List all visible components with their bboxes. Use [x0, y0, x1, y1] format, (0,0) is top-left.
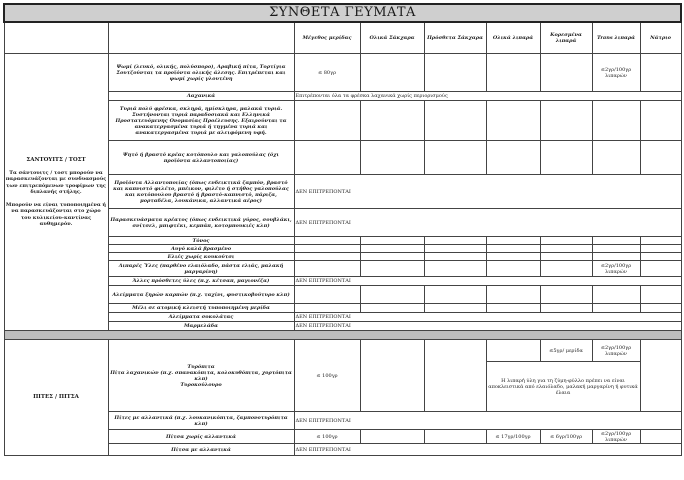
category-sandwich-note2: Μπορούν να είναι τυποποιημένα ή να παρασκευάζονται στο χώρο του κυλικείου-καντίνας αυθημερόν. [5, 201, 107, 227]
row-desc: Άλλες πρόσθετες ύλες (π.χ. κέτσαπ, μαγιονέζα) [108, 277, 294, 286]
row-desc: Αυγό καλά βρασμένο [108, 245, 294, 253]
meat-pies-desc: Πίτες με αλλαντικά (π.χ. λουκανικόπιτα, ζαμπονοτυρόπιτα κλπ) [108, 412, 294, 430]
row-note: Επιτρέπονται όλα τα φρέσκα λαχανικά χωρίς περιορισμούς [294, 92, 681, 101]
header-added-sugars: Πρόσθετα Σάκχαρα [424, 22, 486, 54]
pies-trans: ≤2γρ/100γρ λιπαρών [592, 340, 640, 362]
pies-desc-1: Τυρόπιτα [187, 363, 215, 370]
header-saturated-fat: Κορεσμένα λιπαρά [540, 22, 592, 54]
pizza-meat-desc: Πίτσα με αλλαντικά [108, 444, 294, 456]
header-sodium: Νάτριο [640, 22, 681, 54]
header-portion: Μέγεθος μερίδας [294, 22, 360, 54]
row-desc: Λιπαρές Ύλες (παρθένο ελαιόλαδο, πάστα ελιάς, μαλακή μαργαρίνη) [108, 261, 294, 277]
pizza-portion: ≤ 100γρ [294, 430, 360, 444]
row-note: ΔΕΝ ΕΠΙΤΡΕΠΟΝΤΑΙ [294, 209, 681, 237]
row-desc: Παρασκευάσματα κρέατος (όπως ενδεικτικά γύρος, σουβλάκι, σνίτσελ, μπιφτέκι, κεμπάπ, κοτομπουκιές κλπ) [108, 209, 294, 237]
table-title: ΣΥΝΘΕΤΑ ΓΕΥΜΑΤΑ [4, 4, 681, 22]
composite-meals-table [3, 3, 682, 456]
header-total-sugars: Ολικά Σάκχαρα [360, 22, 424, 54]
row-desc: Αλείμματα ξηρών καρπών (π.χ. ταχίνι, φυστικοβούτυρο κλπ) [108, 286, 294, 304]
row-desc: Μέλι σε ατομική κλειστή τυποποιημένη μερίδα [108, 304, 294, 313]
pies-portion: ≤ 100γρ [294, 340, 360, 412]
category-sandwich [4, 54, 108, 331]
row-desc: Αλείμματα σοκολάτας [108, 313, 294, 322]
row-portion: ≤ 80γρ [294, 54, 360, 92]
pizza-trans: ≤2γρ/100γρ λιπαρών [592, 430, 640, 444]
row-desc: Μαρμελάδα [108, 322, 294, 331]
category-sandwich-note1: Τα σάντουιτς / τοστ μπορούν να παρασκευάζονται με συνδυασμούς των επιτρεπόμενων τροφίμων της διπλανής στήλης. [5, 169, 107, 195]
row-note: ΔΕΝ ΕΠΙΤΡΕΠΟΝΤΑΙ [294, 175, 681, 209]
row-desc: Τόνος [108, 237, 294, 245]
category-sandwich-title: ΣΑΝΤΟΥΙΤΣ / ΤΟΣΤ [26, 156, 86, 163]
pies-desc-3: Τυροκούλουρο [180, 381, 222, 388]
pies-note: Η λιπαρή ύλη για τη ζύμη-φύλλο πρέπει να είναι αποκλειστικά από ελαιόλαδο, μαλακή μαργαρίνη ή φυτικά έλαια [486, 362, 640, 412]
section-separator [4, 331, 681, 340]
row-desc: Προϊόντα Αλλαντοποιίας (όπως ενδεικτικά ζαμπόν, βραστό και καπνιστό φιλέτο, μπέικον, φιλέτο ή στήθος γαλοπούλας και κοτόπουλου βραστό ή βραστό-καπνιστό, πάριζα, μορταδέλα, λουκάνικα, αλλαντικά αέρος) [108, 175, 294, 209]
header-empty-1 [4, 22, 108, 54]
pizza-saturated: ≤ 6γρ/100γρ [540, 430, 592, 444]
header-empty-2 [108, 22, 294, 54]
pies-saturated: ≤5γρ/ μερίδα [540, 340, 592, 362]
pizza-plain-desc: Πίτσα χωρίς αλλαντικά [108, 430, 294, 444]
row-note: ΔΕΝ ΕΠΙΤΡΕΠΟΝΤΑΙ [294, 277, 681, 286]
pies-desc [108, 340, 294, 412]
header-total-fat: Ολικά λιπαρά [486, 22, 540, 54]
row-note: ΔΕΝ ΕΠΙΤΡΕΠΟΝΤΑΙ [294, 313, 681, 322]
row-desc: Ψωμί (λευκό, ολικής, πολύσπορο), Αραβική πίτα, Τορτίγια Σουτζούνται τα προϊόντα ολικής άλεσης. Επιτρέπεται και ψωμί χωρίς γλουτένη [108, 54, 294, 92]
pizza-meat-note: ΔΕΝ ΕΠΙΤΡΕΠΟΝΤΑΙ [294, 444, 681, 456]
row-note: ΔΕΝ ΕΠΙΤΡΕΠΟΝΤΑΙ [294, 322, 681, 331]
row-desc: Ελιές χωρίς κουκούτσι [108, 253, 294, 261]
row-trans: ≤2γρ/100γρ λιπαρών [592, 261, 640, 277]
row-desc: Λαχανικά [108, 92, 294, 101]
pizza-fat: ≤ 17γρ/100γρ [486, 430, 540, 444]
row-desc: Τυριά πολύ φρέσκα, σκληρά, ημίσκληρα, μαλακά τυριά. Συστήνονται τυριά παραδοσιακά και Ελληνικά Προστατευόμενης Ονομασίας Προέλευσης. Εξαιρούνται τα ανακατεργασμένα τυριά ή τηγμένα τυριά και ανακατεργασμένα τυριά με αλειφόμενη υφή. [108, 101, 294, 141]
header-trans-fat: Trans λιπαρά [592, 22, 640, 54]
row-desc: Ψητό ή βραστό κρέας κοτόπουλο και γαλοπούλας (όχι προϊόντα αλλαντοποιίας) [108, 141, 294, 175]
category-pies: ΠΙΤΕΣ / ΠΙΤΣΑ [4, 340, 108, 456]
pies-desc-2: Πίτα λαχανικών (π.χ. σπανακόπιτα, κολοκυθόπιτα, χορτόπιτα κλπ) [110, 369, 292, 382]
meat-pies-note: ΔΕΝ ΕΠΙΤΡΕΠΟΝΤΑΙ [294, 412, 681, 430]
row-trans: ≤2γρ/100γρ λιπαρών [592, 54, 640, 92]
